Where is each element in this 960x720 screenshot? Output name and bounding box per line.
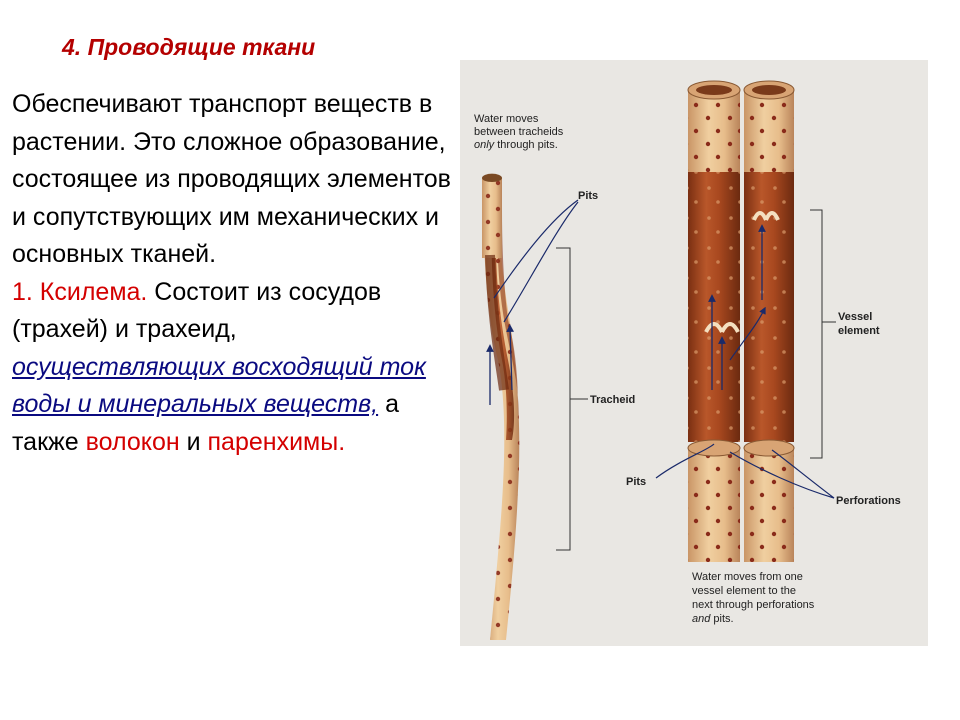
bottom-note-line2: vessel element to the [692, 585, 796, 597]
label-pits-bottom: Pits [626, 476, 647, 488]
top-note-line1: Water moves [474, 113, 539, 125]
label-perforations: Perforations [836, 495, 901, 507]
top-note-rest: through pits. [494, 139, 558, 151]
and-word: и [179, 427, 208, 456]
tracheid-top-pits [482, 178, 502, 258]
vessel-left-top-pits [688, 90, 740, 178]
label-tracheid: Tracheid [590, 394, 636, 406]
label-vessel-line1: Vessel [838, 311, 873, 323]
vessel-right-top-lumen [752, 85, 786, 95]
xylem-text-b: а также [12, 390, 399, 456]
bottom-note-rest: pits. [710, 613, 734, 625]
vessel-right-bottom-pits [744, 450, 794, 562]
vessel-right-top-pits [744, 90, 794, 178]
bottom-note-line4 [692, 613, 734, 625]
bottom-note-line3: next through perforations [692, 599, 815, 611]
fibers-term: волокон [85, 427, 180, 456]
xylem-figure [460, 60, 928, 646]
bottom-note-line1: Water moves from one [692, 571, 803, 583]
bottom-note-and: and [692, 613, 711, 625]
tracheid-top-rim [482, 174, 502, 182]
slide-body [12, 86, 452, 461]
label-vessel-line2: element [838, 325, 880, 337]
vessel-left-middle-pits [688, 172, 740, 442]
vessel-left-top-lumen [696, 85, 732, 95]
top-note-only: only [474, 139, 495, 151]
label-pits-top: Pits [578, 190, 599, 202]
xylem-function-link[interactable]: осуществляющих восходящий ток воды и минеральных веществ, [12, 352, 426, 418]
top-note-line2: between tracheids [474, 126, 564, 138]
paragraph-intro: Обеспечивают транспорт веществ в растении. Это сложное образование, состоящее из проводящих элементов и сопутствующих им механических и основных тканей. [12, 90, 451, 268]
parenchyma-term: паренхимы. [207, 427, 346, 456]
top-note-line3 [474, 139, 558, 151]
paragraph-xylem [12, 274, 452, 462]
slide-title: 4. Проводящие ткани [62, 34, 316, 60]
xylem-label: 1. Ксилема. [12, 277, 148, 306]
xylem-text-a: Состоит из сосудов (трахей) и трахеид, [12, 277, 382, 343]
vessel-left-bottom-pits [688, 450, 740, 562]
vessel-right-junction [744, 440, 794, 456]
